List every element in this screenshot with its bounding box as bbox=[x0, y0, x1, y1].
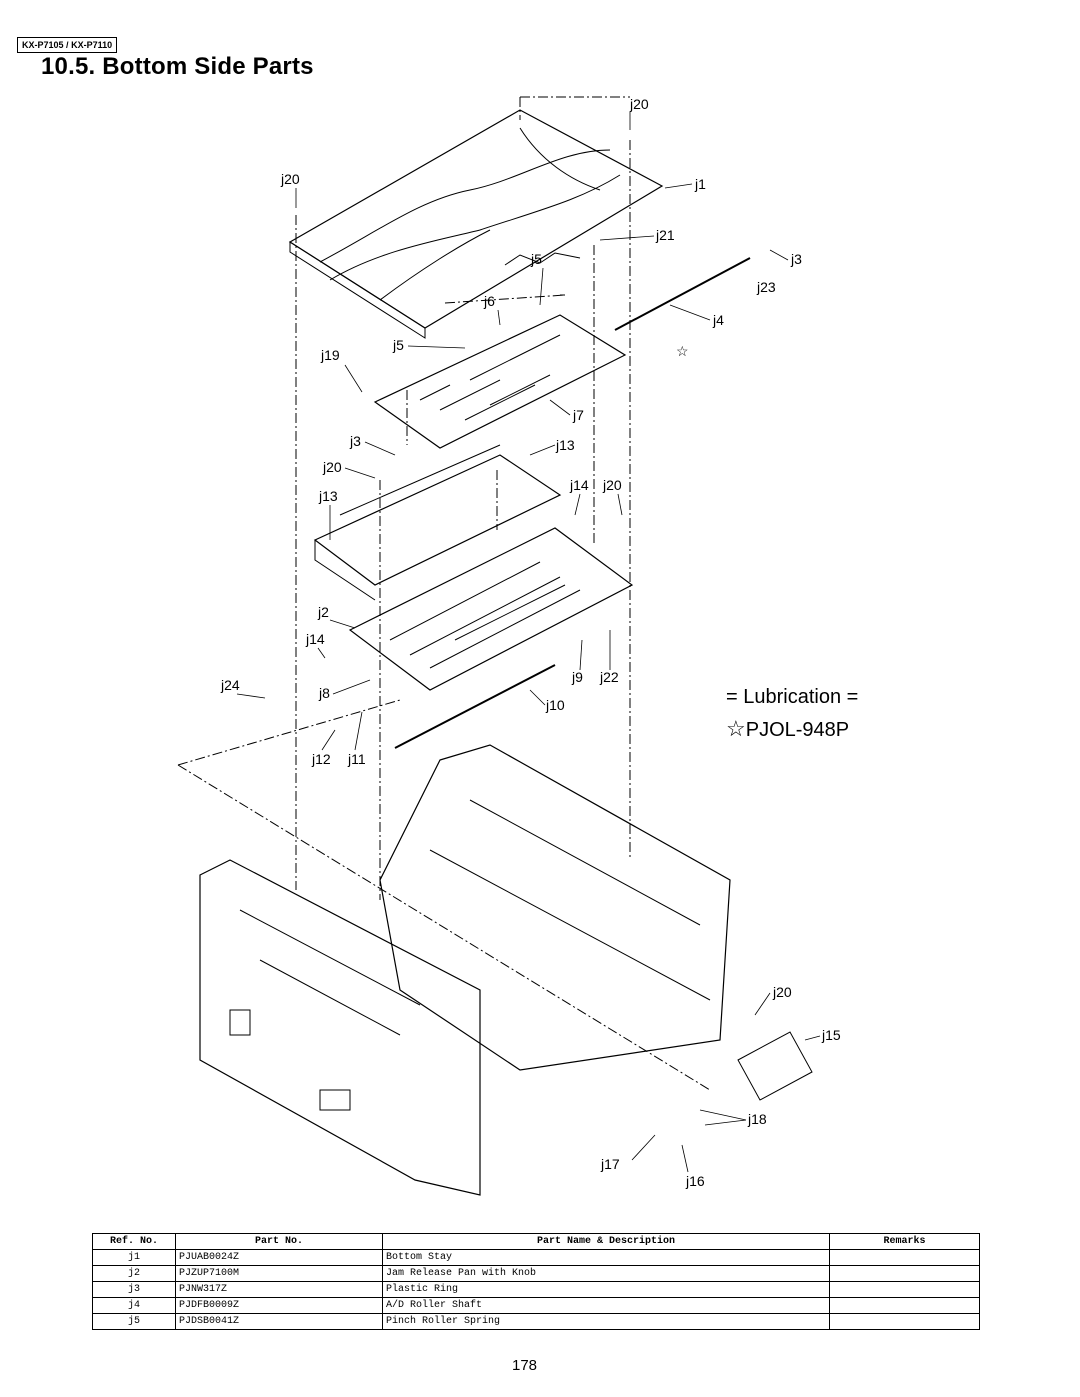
cell-ref: j2 bbox=[93, 1266, 176, 1282]
callout-j1: j1 bbox=[695, 176, 706, 192]
cell-desc: Jam Release Pan with Knob bbox=[383, 1266, 830, 1282]
callout-j20-top: j20 bbox=[630, 96, 649, 112]
col-remarks: Remarks bbox=[830, 1234, 980, 1250]
callout-j20-left: j20 bbox=[281, 171, 300, 187]
cell-desc: Plastic Ring bbox=[383, 1282, 830, 1298]
callout-j24: j24 bbox=[221, 677, 240, 693]
model-separator: / bbox=[66, 40, 69, 50]
star-icon: ☆ bbox=[726, 716, 746, 741]
table-row bbox=[93, 1282, 980, 1298]
cell-remarks bbox=[830, 1282, 980, 1298]
table-row bbox=[93, 1314, 980, 1330]
model-b: KX-P7110 bbox=[71, 40, 113, 50]
cell-desc: A/D Roller Shaft bbox=[383, 1298, 830, 1314]
callout-j3-top: j3 bbox=[791, 251, 802, 267]
bottom-stay-plate bbox=[290, 110, 662, 338]
cell-part-no: PJUAB0024Z bbox=[176, 1250, 383, 1266]
page-number: 178 bbox=[512, 1357, 538, 1374]
printer-chassis bbox=[200, 745, 730, 1195]
circuit-board-j15 bbox=[738, 1032, 812, 1100]
callout-j15: j15 bbox=[822, 1027, 841, 1043]
cell-part-no: PJDSB0041Z bbox=[176, 1314, 383, 1330]
callout-j22: j22 bbox=[600, 669, 619, 685]
callout-j2: j2 bbox=[318, 604, 329, 620]
parts-table bbox=[92, 1233, 980, 1330]
callout-j13-right: j13 bbox=[556, 437, 575, 453]
cell-ref: j4 bbox=[93, 1298, 176, 1314]
lubrication-product: PJOL-948P bbox=[745, 719, 850, 741]
jam-release-pan-upper bbox=[375, 315, 625, 448]
callout-j20-low: j20 bbox=[773, 984, 792, 1000]
callout-j10: j10 bbox=[546, 697, 565, 713]
cell-ref: j1 bbox=[93, 1250, 176, 1266]
col-ref-no: Ref. No. bbox=[93, 1234, 176, 1250]
ad-roller-shaft bbox=[615, 258, 750, 330]
cell-part-no: PJZUP7100M bbox=[176, 1266, 383, 1282]
middle-frame bbox=[315, 445, 560, 600]
callout-j21: j21 bbox=[656, 227, 675, 243]
callout-j23: j23 bbox=[757, 279, 776, 295]
callout-j4: j4 bbox=[713, 312, 724, 328]
callout-j20-mid: j20 bbox=[323, 459, 342, 475]
roller-shaft-j10 bbox=[395, 665, 555, 748]
table-row bbox=[93, 1266, 980, 1282]
table-row bbox=[93, 1250, 980, 1266]
callout-j12: j12 bbox=[312, 751, 331, 767]
cell-desc: Pinch Roller Spring bbox=[383, 1314, 830, 1330]
cell-remarks bbox=[830, 1314, 980, 1330]
callout-j8: j8 bbox=[319, 685, 330, 701]
callout-j3-mid: j3 bbox=[350, 433, 361, 449]
guide-lines bbox=[178, 97, 710, 1090]
callout-j11: j11 bbox=[348, 751, 366, 767]
cell-part-no: PJNW317Z bbox=[176, 1282, 383, 1298]
col-part-no: Part No. bbox=[176, 1234, 383, 1250]
cell-ref: j5 bbox=[93, 1314, 176, 1330]
callout-j16: j16 bbox=[686, 1173, 705, 1189]
cell-desc: Bottom Stay bbox=[383, 1250, 830, 1266]
callout-j13-left: j13 bbox=[319, 488, 338, 504]
callout-j20-right: j20 bbox=[603, 477, 622, 493]
model-a: KX-P7105 bbox=[22, 40, 64, 50]
table-header-row bbox=[93, 1234, 980, 1250]
callout-j14-top: j14 bbox=[570, 477, 589, 493]
callout-j19: j19 bbox=[321, 347, 340, 363]
callout-j14-left: j14 bbox=[306, 631, 325, 647]
callout-j9: j9 bbox=[572, 669, 583, 685]
cell-ref: j3 bbox=[93, 1282, 176, 1298]
cell-remarks bbox=[830, 1298, 980, 1314]
callout-j17: j17 bbox=[601, 1156, 620, 1172]
table-row bbox=[93, 1298, 980, 1314]
lubrication-star-icon: ☆ bbox=[676, 343, 689, 359]
callout-j6: j6 bbox=[484, 293, 495, 309]
cell-remarks bbox=[830, 1266, 980, 1282]
jam-release-pan-lower bbox=[350, 528, 632, 690]
callout-j7: j7 bbox=[573, 407, 584, 423]
page-title: 10.5. Bottom Side Parts bbox=[41, 53, 314, 80]
cell-remarks bbox=[830, 1250, 980, 1266]
callout-j18: j18 bbox=[748, 1111, 767, 1127]
col-part-name: Part Name & Description bbox=[383, 1234, 830, 1250]
callout-j5-top: j5 bbox=[531, 251, 542, 267]
lubrication-legend bbox=[726, 682, 858, 746]
cell-part-no: PJDFB0009Z bbox=[176, 1298, 383, 1314]
lubrication-heading: = Lubrication = bbox=[726, 686, 859, 708]
lubrication-product-line bbox=[726, 713, 858, 746]
callout-j5-mid: j5 bbox=[393, 337, 404, 353]
